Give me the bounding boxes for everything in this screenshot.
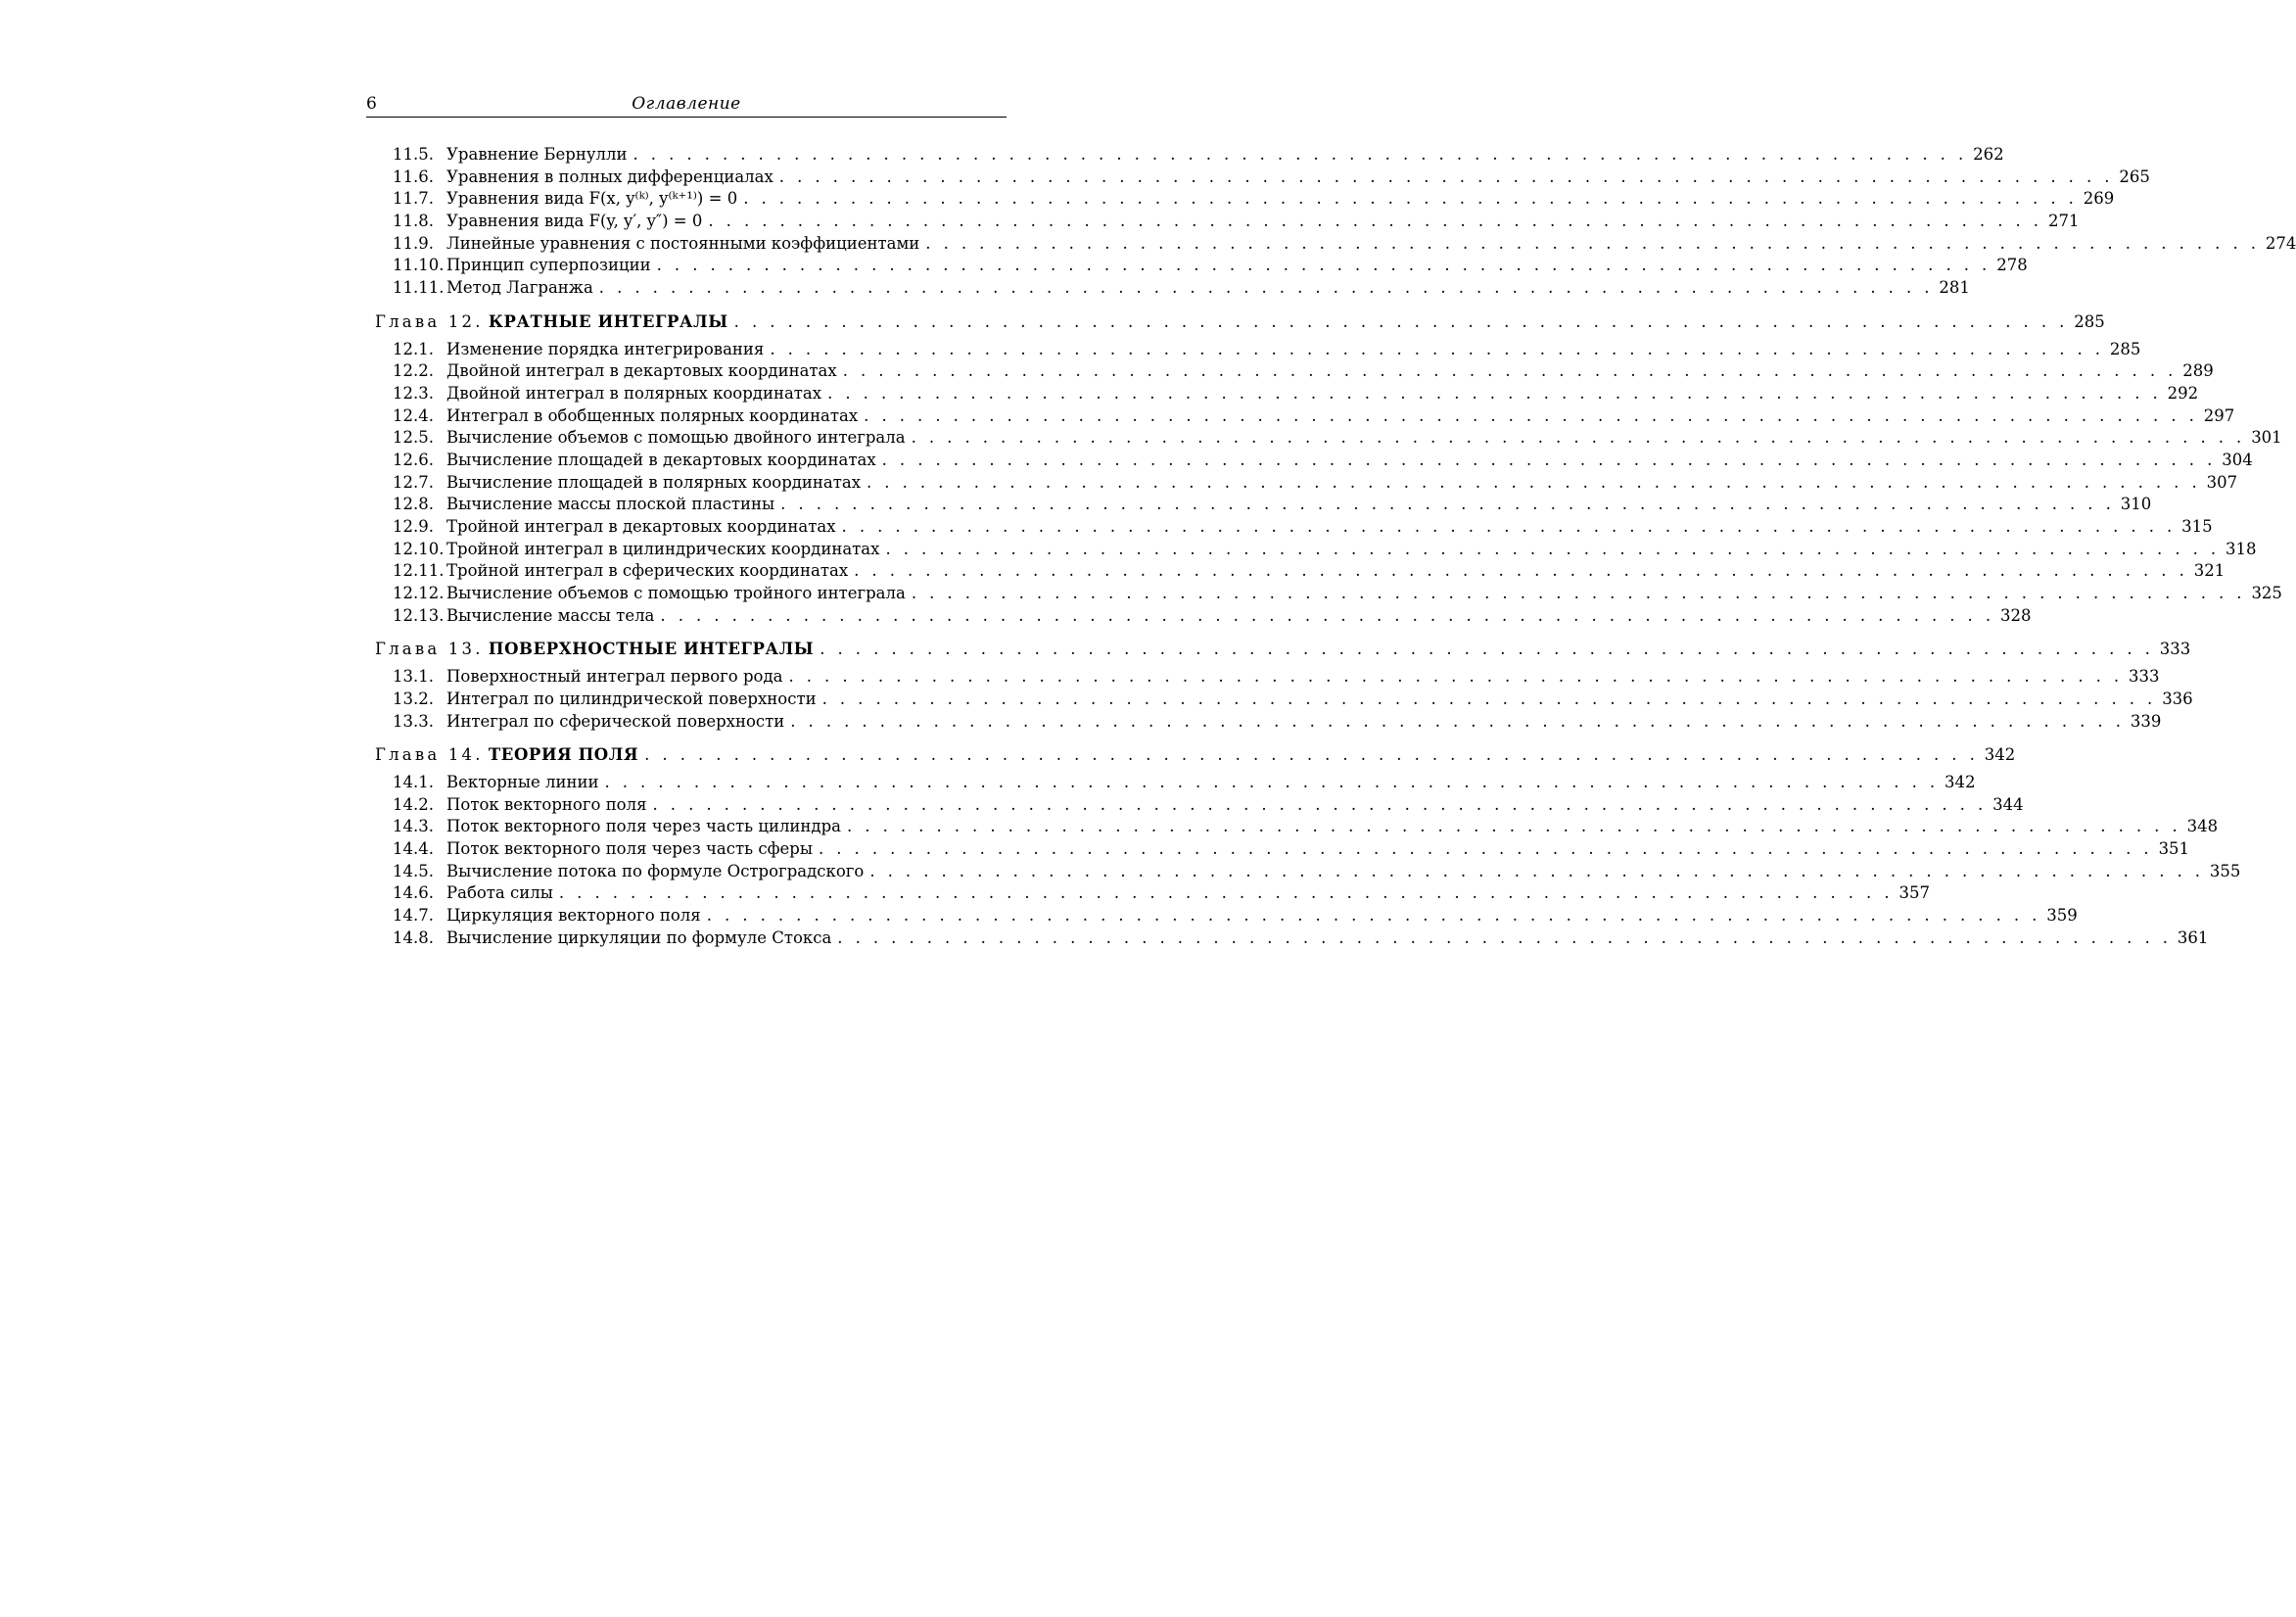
section-number: 11.9. <box>393 233 434 253</box>
section-title: Тройной интеграл в декартовых координатах <box>446 517 836 536</box>
dot-leader: . . . . . . . . . . . . . . . . . . . . . . . . . . . . . . . . . . . . . . . . . . . . . . . . . . . . . . . . . . . . . . . . . . . . . . . . . . . <box>837 927 2172 947</box>
page-ref: 333 <box>2159 640 2191 659</box>
toc-entry[interactable] <box>375 472 2238 495</box>
dot-leader: . . . . . . . . . . . . . . . . . . . . . . . . . . . . . . . . . . . . . . . . . . . . . . . . . . . . . . . . . . . . . . . . . . . . . . . . . . . <box>820 640 2154 659</box>
dot-leader: . . . . . . . . . . . . . . . . . . . . . . . . . . . . . . . . . . . . . . . . . . . . . . . . . . . . . . . . . . . . . . . . . . . . . . . . . . . <box>660 605 1994 625</box>
chapter-prefix: Глава 14. <box>375 745 484 765</box>
section-title: Вычисление объемов с помощью двойного интеграла <box>446 428 906 448</box>
page-ref: 301 <box>2251 428 2282 448</box>
section-title: Поток векторного поля <box>446 794 647 814</box>
dot-leader: . . . . . . . . . . . . . . . . . . . . . . . . . . . . . . . . . . . . . . . . . . . . . . . . . . . . . . . . . . . . . . . . . . . . . . . . . . . <box>644 745 1979 765</box>
toc-entry[interactable] <box>375 905 2078 927</box>
toc-entry[interactable] <box>375 166 2150 189</box>
dot-leader: . . . . . . . . . . . . . . . . . . . . . . . . . . . . . . . . . . . . . . . . . . . . . . . . . . . . . . . . . . . . . . . . . . . . . . . . . . . <box>770 339 2104 358</box>
page-ref: 262 <box>1973 145 2004 164</box>
page-ref: 355 <box>2209 861 2241 880</box>
toc-entry[interactable] <box>375 838 2190 861</box>
dot-leader: . . . . . . . . . . . . . . . . . . . . . . . . . . . . . . . . . . . . . . . . . . . . . . . . . . . . . . . . . . . . . . . . . . . . . . . . . . . <box>841 517 2177 536</box>
dot-leader: . . . . . . . . . . . . . . . . . . . . . . . . . . . . . . . . . . . . . . . . . . . . . . . . . . . . . . . . . . . . . . . . . . . . . . . . . . . <box>656 256 1991 275</box>
toc-entry[interactable] <box>375 494 2152 516</box>
section-number: 12.3. <box>393 383 434 403</box>
section-title: Циркуляция векторного поля <box>446 906 701 925</box>
section-title: Тройной интеграл в сферических координатах <box>446 561 849 581</box>
page-ref: 269 <box>2083 189 2115 209</box>
section-number: 12.1. <box>393 339 434 358</box>
section-title: Двойной интеграл в декартовых координатах <box>446 361 837 381</box>
dot-leader: . . . . . . . . . . . . . . . . . . . . . . . . . . . . . . . . . . . . . . . . . . . . . . . . . . . . . . . . . . . . . . . . . . . . . . . . . . . <box>925 233 2260 253</box>
section-number: 14.6. <box>393 883 434 903</box>
dot-leader: . . . . . . . . . . . . . . . . . . . . . . . . . . . . . . . . . . . . . . . . . . . . . . . . . . . . . . . . . . . . . . . . . . . . . . . . . . . <box>743 189 2078 209</box>
page-ref: 333 <box>2129 667 2160 687</box>
section-title: Интеграл по цилиндрической поверхности <box>446 689 817 708</box>
chapter-title: ТЕОРИЯ ПОЛЯ <box>488 745 639 765</box>
section-title: Уравнение Бернулли <box>446 145 628 164</box>
section-number: 12.12. <box>393 584 445 603</box>
section-number: 12.8. <box>393 495 434 514</box>
page-ref: 342 <box>1945 772 1976 791</box>
section-title: Метод Лагранжа <box>446 278 593 298</box>
toc-entry[interactable] <box>375 255 2028 277</box>
section-number: 12.7. <box>393 472 434 492</box>
chapter-entry[interactable] <box>375 311 2105 334</box>
section-title: Интеграл в обобщенных полярных координатах <box>446 405 859 425</box>
page-ref: 285 <box>2109 339 2141 358</box>
toc-entry[interactable] <box>375 689 2193 711</box>
page-ref: 359 <box>2046 906 2078 925</box>
page-ref: 289 <box>2182 361 2214 381</box>
dot-leader: . . . . . . . . . . . . . . . . . . . . . . . . . . . . . . . . . . . . . . . . . . . . . . . . . . . . . . . . . . . . . . . . . . . . . . . . . . . <box>818 838 2153 858</box>
dot-leader: . . . . . . . . . . . . . . . . . . . . . . . . . . . . . . . . . . . . . . . . . . . . . . . . . . . . . . . . . . . . . . . . . . . . . . . . . . . <box>633 145 1968 164</box>
dot-leader: . . . . . . . . . . . . . . . . . . . . . . . . . . . . . . . . . . . . . . . . . . . . . . . . . . . . . . . . . . . . . . . . . . . . . . . . . . . <box>847 817 2181 836</box>
toc-entry[interactable] <box>375 772 1976 794</box>
section-title: Поверхностный интеграл первого рода <box>446 667 783 687</box>
dot-leader: . . . . . . . . . . . . . . . . . . . . . . . . . . . . . . . . . . . . . . . . . . . . . . . . . . . . . . . . . . . . . . . . . . . . . . . . . . . <box>788 667 2124 687</box>
dot-leader: . . . . . . . . . . . . . . . . . . . . . . . . . . . . . . . . . . . . . . . . . . . . . . . . . . . . . . . . . . . . . . . . . . . . . . . . . . . <box>911 584 2246 603</box>
toc-entry[interactable] <box>375 794 2024 817</box>
section-number: 14.5. <box>393 861 434 880</box>
page-ref: 328 <box>2000 605 2032 625</box>
dot-leader: . . . . . . . . . . . . . . . . . . . . . . . . . . . . . . . . . . . . . . . . . . . . . . . . . . . . . . . . . . . . . . . . . . . . . . . . . . . <box>604 772 1940 791</box>
section-number: 14.1. <box>393 772 434 791</box>
chapter-prefix: Глава 12. <box>375 311 484 331</box>
section-title: Тройной интеграл в цилиндрических координатах <box>446 539 880 558</box>
chapter-entry[interactable] <box>375 744 2016 767</box>
section-title: Работа силы <box>446 883 553 903</box>
section-title: Поток векторного поля через часть сферы <box>446 838 813 858</box>
page-ref: 325 <box>2251 584 2282 603</box>
section-number: 14.3. <box>393 817 434 836</box>
section-number: 12.2. <box>393 361 434 381</box>
section-title: Векторные линии <box>446 772 599 791</box>
chapter-prefix: Глава 13. <box>375 640 484 659</box>
chapter-title: ПОВЕРХНОСТНЫЕ ИНТЕГРАЛЫ <box>488 640 815 659</box>
section-title: Вычисление массы тела <box>446 605 655 625</box>
page-ref: 336 <box>2162 689 2193 708</box>
dot-leader: . . . . . . . . . . . . . . . . . . . . . . . . . . . . . . . . . . . . . . . . . . . . . . . . . . . . . . . . . . . . . . . . . . . . . . . . . . . <box>869 861 2204 880</box>
toc-entry[interactable] <box>375 516 2213 539</box>
section-number: 12.4. <box>393 405 434 425</box>
section-number: 13.1. <box>393 667 434 687</box>
section-number: 14.2. <box>393 794 434 814</box>
page-ref: 318 <box>2226 539 2257 558</box>
dot-leader: . . . . . . . . . . . . . . . . . . . . . . . . . . . . . . . . . . . . . . . . . . . . . . . . . . . . . . . . . . . . . . . . . . . . . . . . . . . <box>652 794 1988 814</box>
page-ref: 321 <box>2193 561 2226 581</box>
toc-entry[interactable] <box>375 211 2080 233</box>
section-number: 12.9. <box>393 517 434 536</box>
page-ref: 304 <box>2222 450 2253 469</box>
section-number: 12.5. <box>393 428 434 448</box>
page-ref: 278 <box>1996 256 2028 275</box>
section-title: Вычисление циркуляции по формуле Стокса <box>446 927 832 947</box>
chapter-entry[interactable] <box>375 639 2191 661</box>
section-title: Линейные уравнения с постоянными коэффициентами <box>446 233 920 253</box>
section-number: 14.8. <box>393 927 434 947</box>
page-ref: 361 <box>2177 927 2209 947</box>
toc-entry[interactable] <box>375 405 2235 428</box>
dot-leader: . . . . . . . . . . . . . . . . . . . . . . . . . . . . . . . . . . . . . . . . . . . . . . . . . . . . . . . . . . . . . . . . . . . . . . . . . . . <box>558 883 1894 903</box>
toc-entry[interactable] <box>375 144 2004 166</box>
toc-entry[interactable] <box>375 539 2257 561</box>
page-ref: 310 <box>2120 495 2152 514</box>
dot-leader: . . . . . . . . . . . . . . . . . . . . . . . . . . . . . . . . . . . . . . . . . . . . . . . . . . . . . . . . . . . . . . . . . . . . . . . . . . . <box>708 212 2042 231</box>
section-title: Вычисление объемов с помощью тройного интеграла <box>446 584 906 603</box>
section-number: 12.6. <box>393 450 434 469</box>
page-ref: 274 <box>2265 233 2296 253</box>
page-ref: 342 <box>1984 745 2016 765</box>
section-number: 11.11. <box>393 278 445 298</box>
toc-entry[interactable] <box>375 450 2253 472</box>
section-title: Уравнения вида F(y, y′, y″) = 0 <box>446 212 703 231</box>
section-number: 12.10. <box>393 539 445 558</box>
running-title: Оглавление <box>632 94 741 114</box>
section-number: 11.7. <box>393 189 434 209</box>
toc-entry[interactable] <box>375 605 2032 628</box>
table-of-contents <box>375 144 2296 949</box>
toc-entry[interactable] <box>375 583 2282 605</box>
dot-leader: . . . . . . . . . . . . . . . . . . . . . . . . . . . . . . . . . . . . . . . . . . . . . . . . . . . . . . . . . . . . . . . . . . . . . . . . . . . <box>780 495 2115 514</box>
section-number: 11.10. <box>393 256 445 275</box>
section-title: Вычисление площадей в декартовых координатах <box>446 450 876 469</box>
dot-leader: . . . . . . . . . . . . . . . . . . . . . . . . . . . . . . . . . . . . . . . . . . . . . . . . . . . . . . . . . . . . . . . . . . . . . . . . . . . <box>864 405 2198 425</box>
page-ref: 351 <box>2158 838 2190 858</box>
toc-entry[interactable] <box>375 666 2160 689</box>
page-ref: 297 <box>2203 405 2235 425</box>
section-title: Поток векторного поля через часть цилиндра <box>446 817 841 836</box>
section-number: 14.7. <box>393 906 434 925</box>
section-title: Интеграл по сферической поверхности <box>446 711 785 731</box>
page-header <box>366 90 1007 118</box>
section-title: Вычисление массы плоской пластины <box>446 495 775 514</box>
section-title: Изменение порядка интегрирования <box>446 339 765 358</box>
dot-leader: . . . . . . . . . . . . . . . . . . . . . . . . . . . . . . . . . . . . . . . . . . . . . . . . . . . . . . . . . . . . . . . . . . . . . . . . . . . <box>842 361 2178 381</box>
toc-entry[interactable] <box>375 927 2209 950</box>
section-number: 13.3. <box>393 711 434 731</box>
chapter-title: КРАТНЫЕ ИНТЕГРАЛЫ <box>488 311 728 331</box>
section-number: 11.8. <box>393 212 434 231</box>
dot-leader: . . . . . . . . . . . . . . . . . . . . . . . . . . . . . . . . . . . . . . . . . . . . . . . . . . . . . . . . . . . . . . . . . . . . . . . . . . . <box>911 428 2246 448</box>
toc-entry[interactable] <box>375 427 2282 450</box>
page-ref: 285 <box>2074 311 2105 331</box>
section-number: 11.6. <box>393 166 434 186</box>
toc-entry[interactable] <box>375 816 2219 838</box>
section-title: Принцип суперпозиции <box>446 256 651 275</box>
page-ref: 307 <box>2206 472 2238 492</box>
page-ref: 315 <box>2181 517 2213 536</box>
dot-leader: . . . . . . . . . . . . . . . . . . . . . . . . . . . . . . . . . . . . . . . . . . . . . . . . . . . . . . . . . . . . . . . . . . . . . . . . . . . <box>885 539 2221 558</box>
toc-entry[interactable] <box>375 882 1930 905</box>
page-ref: 292 <box>2167 383 2199 403</box>
dot-leader: . . . . . . . . . . . . . . . . . . . . . . . . . . . . . . . . . . . . . . . . . . . . . . . . . . . . . . . . . . . . . . . . . . . . . . . . . . . <box>854 561 2188 581</box>
toc-entry[interactable] <box>375 560 2226 583</box>
dot-leader: . . . . . . . . . . . . . . . . . . . . . . . . . . . . . . . . . . . . . . . . . . . . . . . . . . . . . . . . . . . . . . . . . . . . . . . . . . . <box>733 311 2069 331</box>
page-ref: 339 <box>2130 711 2162 731</box>
section-number: 12.13. <box>393 605 445 625</box>
page-ref: 271 <box>2047 212 2080 231</box>
section-title: Двойной интеграл в полярных координатах <box>446 383 822 403</box>
toc-entry[interactable] <box>375 188 2115 211</box>
dot-leader: . . . . . . . . . . . . . . . . . . . . . . . . . . . . . . . . . . . . . . . . . . . . . . . . . . . . . . . . . . . . . . . . . . . . . . . . . . . <box>598 278 1934 298</box>
section-number: 11.5. <box>393 145 434 164</box>
page-ref: 357 <box>1898 883 1930 903</box>
page-ref: 344 <box>1992 794 2024 814</box>
toc-entry[interactable] <box>375 233 2296 256</box>
toc-entry[interactable] <box>375 383 2199 405</box>
section-title: Вычисление потока по формуле Остроградского <box>446 861 865 880</box>
dot-leader: . . . . . . . . . . . . . . . . . . . . . . . . . . . . . . . . . . . . . . . . . . . . . . . . . . . . . . . . . . . . . . . . . . . . . . . . . . . <box>881 450 2217 469</box>
toc-entry[interactable] <box>375 339 2141 361</box>
page-ref: 281 <box>1939 278 1970 298</box>
section-number: 14.4. <box>393 838 434 858</box>
section-title: Уравнения вида F(x, y⁽ᵏ⁾, y⁽ᵏ⁺¹⁾) = 0 <box>446 189 738 209</box>
section-title: Вычисление площадей в полярных координатах <box>446 472 862 492</box>
dot-leader: . . . . . . . . . . . . . . . . . . . . . . . . . . . . . . . . . . . . . . . . . . . . . . . . . . . . . . . . . . . . . . . . . . . . . . . . . . . <box>790 711 2125 731</box>
dot-leader: . . . . . . . . . . . . . . . . . . . . . . . . . . . . . . . . . . . . . . . . . . . . . . . . . . . . . . . . . . . . . . . . . . . . . . . . . . . <box>778 166 2114 186</box>
section-number: 13.2. <box>393 689 434 708</box>
toc-entry[interactable] <box>375 711 2162 734</box>
toc-entry[interactable] <box>375 360 2214 383</box>
toc-entry[interactable] <box>375 861 2241 883</box>
toc-entry[interactable] <box>375 277 1970 300</box>
dot-leader: . . . . . . . . . . . . . . . . . . . . . . . . . . . . . . . . . . . . . . . . . . . . . . . . . . . . . . . . . . . . . . . . . . . . . . . . . . . <box>706 906 2041 925</box>
dot-leader: . . . . . . . . . . . . . . . . . . . . . . . . . . . . . . . . . . . . . . . . . . . . . . . . . . . . . . . . . . . . . . . . . . . . . . . . . . . <box>821 689 2157 708</box>
page-ref: 265 <box>2119 166 2150 186</box>
dot-leader: . . . . . . . . . . . . . . . . . . . . . . . . . . . . . . . . . . . . . . . . . . . . . . . . . . . . . . . . . . . . . . . . . . . . . . . . . . . <box>867 472 2201 492</box>
section-number: 12.11. <box>393 561 445 581</box>
dot-leader: . . . . . . . . . . . . . . . . . . . . . . . . . . . . . . . . . . . . . . . . . . . . . . . . . . . . . . . . . . . . . . . . . . . . . . . . . . . <box>827 383 2162 403</box>
page-number: 6 <box>366 94 377 114</box>
section-title: Уравнения в полных дифференциалах <box>446 166 773 186</box>
page-ref: 348 <box>2186 817 2219 836</box>
